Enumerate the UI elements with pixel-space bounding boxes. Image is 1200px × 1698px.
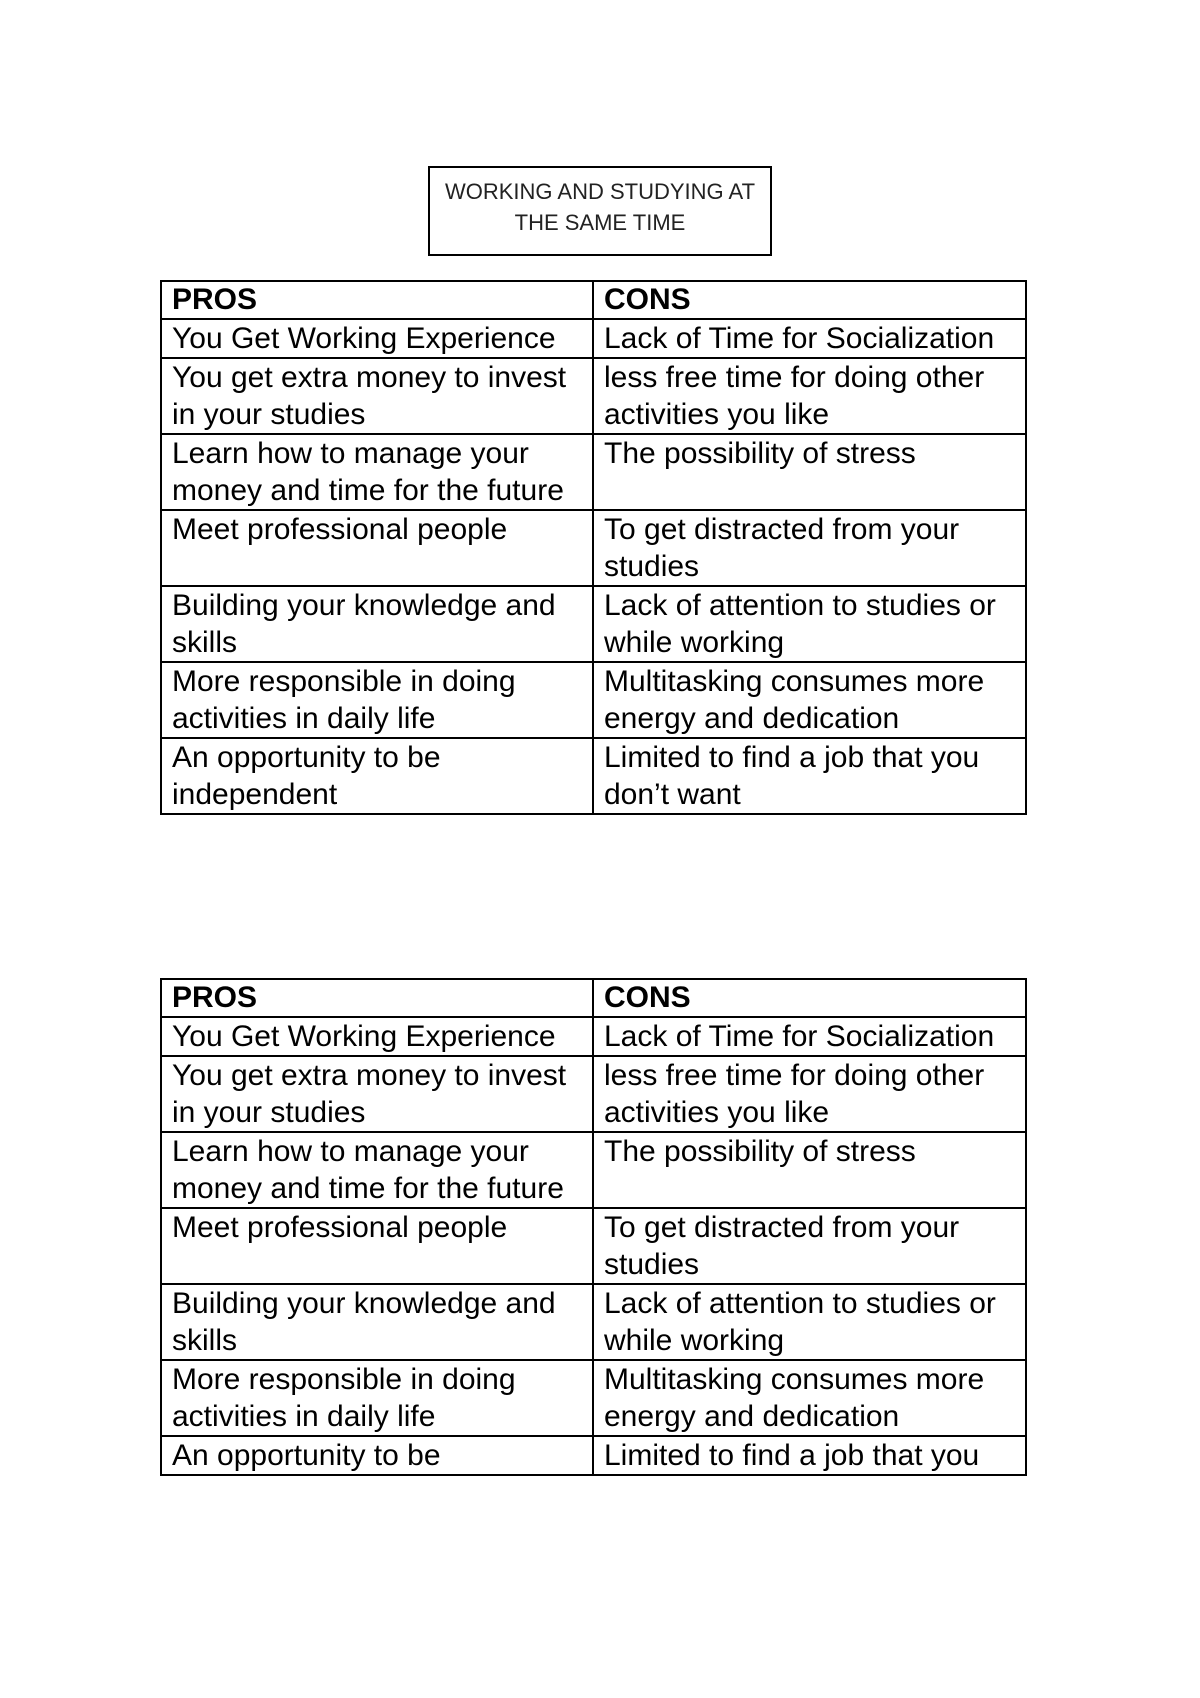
- con-cell: To get distracted from your studies: [593, 1208, 1026, 1284]
- pro-cell: You Get Working Experience: [161, 1017, 593, 1056]
- table-row: [161, 1017, 1026, 1056]
- pro-cell: You get extra money to invest in your studies: [161, 1056, 593, 1132]
- pro-cell: Building your knowledge and skills: [161, 1284, 593, 1360]
- table-row: [161, 510, 1026, 586]
- table-row: [161, 586, 1026, 662]
- table-row: [161, 1056, 1026, 1132]
- pro-cell: Learn how to manage your money and time for the future: [161, 1132, 593, 1208]
- table-header-row: [161, 979, 1026, 1017]
- pros-cons-table-1: [160, 280, 1027, 815]
- pro-cell: You get extra money to invest in your studies: [161, 358, 593, 434]
- con-cell: Lack of attention to studies or while working: [593, 1284, 1026, 1360]
- table-header-row: [161, 281, 1026, 319]
- table-row: [161, 1360, 1026, 1436]
- table-row: [161, 434, 1026, 510]
- con-cell: To get distracted from your studies: [593, 510, 1026, 586]
- con-cell: less free time for doing other activities you like: [593, 1056, 1026, 1132]
- table-row: [161, 1284, 1026, 1360]
- document-title-box: [428, 166, 772, 256]
- pro-cell: Building your knowledge and skills: [161, 586, 593, 662]
- table-row: [161, 1208, 1026, 1284]
- con-cell: Limited to find a job that you don’t want: [593, 738, 1026, 814]
- con-cell: The possibility of stress: [593, 1132, 1026, 1208]
- pro-cell: An opportunity to be independent: [161, 738, 593, 814]
- pro-cell: Learn how to manage your money and time for the future: [161, 434, 593, 510]
- title-line-1: WORKING AND STUDYING AT: [444, 179, 756, 204]
- pro-cell: Meet professional people: [161, 1208, 593, 1284]
- table-row: [161, 319, 1026, 358]
- pro-cell: You Get Working Experience: [161, 319, 593, 358]
- con-cell: Multitasking consumes more energy and dedication: [593, 1360, 1026, 1436]
- pros-header: PROS: [161, 281, 593, 319]
- table-row: [161, 1436, 1026, 1475]
- con-cell: Limited to find a job that you: [593, 1436, 1026, 1475]
- pro-cell: More responsible in doing activities in daily life: [161, 662, 593, 738]
- pro-cell: An opportunity to be: [161, 1436, 593, 1475]
- table-row: [161, 358, 1026, 434]
- cons-header: CONS: [593, 281, 1026, 319]
- pros-cons-table-2: [160, 978, 1027, 1476]
- title-line-2: THE SAME TIME: [514, 210, 686, 235]
- table-row: [161, 738, 1026, 814]
- con-cell: The possibility of stress: [593, 434, 1026, 510]
- cons-header: CONS: [593, 979, 1026, 1017]
- table-row: [161, 1132, 1026, 1208]
- con-cell: Lack of Time for Socialization: [593, 319, 1026, 358]
- table-row: [161, 662, 1026, 738]
- pro-cell: More responsible in doing activities in daily life: [161, 1360, 593, 1436]
- con-cell: less free time for doing other activities you like: [593, 358, 1026, 434]
- con-cell: Lack of Time for Socialization: [593, 1017, 1026, 1056]
- con-cell: Lack of attention to studies or while working: [593, 586, 1026, 662]
- pro-cell: Meet professional people: [161, 510, 593, 586]
- con-cell: Multitasking consumes more energy and dedication: [593, 662, 1026, 738]
- pros-header: PROS: [161, 979, 593, 1017]
